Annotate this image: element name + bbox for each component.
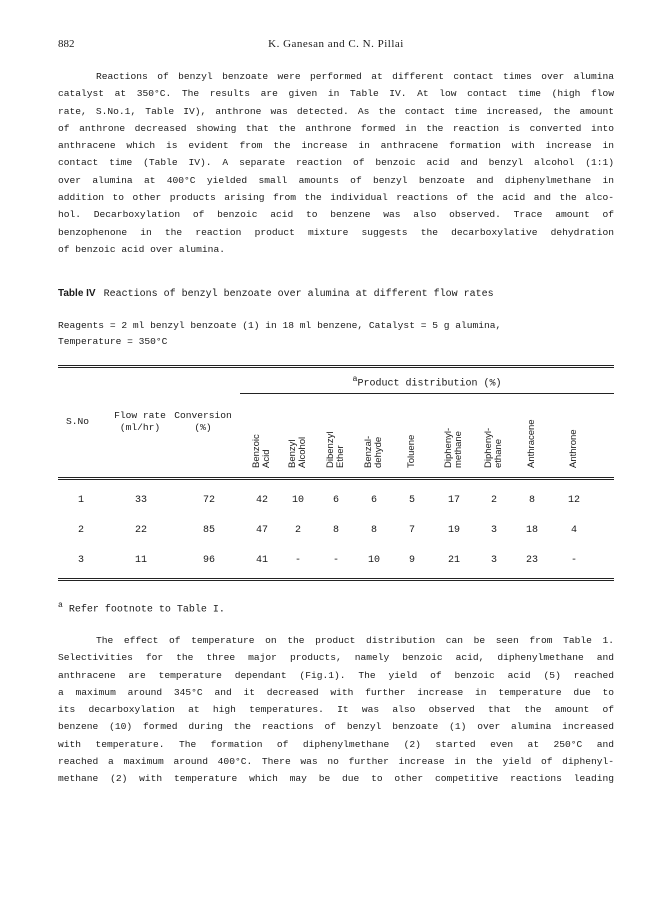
reagents-line: Reagents = 2 ml benzyl benzoate (1) in 18 ml benzene, Catalyst = 5 g alumina, [58,320,502,331]
table-cell-product: 19 [447,525,460,536]
product-column-header-line: Dibenzyl [325,431,336,468]
table-cell-sno: 3 [77,555,84,566]
table-cell-product: 8 [332,525,339,536]
text-line: benzene (10) formed during the reactions of benzyl benzoate (1) over alumina increased [58,721,614,733]
table-cell-product: 17 [447,495,460,506]
text-line: anthracene which is evident from the increase in anthracene formation with increase in [58,140,614,152]
table-cell-sno: 1 [77,495,84,506]
product-column-header-line: Anthrone [568,429,579,468]
table-footnote [58,601,225,615]
table-header-rule [58,479,614,480]
product-column-header-line: Ether [335,445,346,468]
table-cell-flow: 11 [134,555,147,566]
table-cell-conv: 85 [202,525,215,536]
product-column-header-line: Diphenyl- [483,427,494,468]
text-line: of benzoic acid over alumina. [58,243,225,255]
table-cell-product: - [294,555,301,566]
col-header-sno: S.No [66,416,90,427]
table-cell-flow: 22 [134,525,147,536]
text-line: a maximum around 345°C and it decreased with further increase in temperature due to [58,686,614,698]
col-header-flow-line: Flow rate [114,410,166,421]
table-bottom-rule [58,580,614,581]
product-column-header-line: Diphenyl- [443,427,454,468]
col-header-flow-unit: (ml/hr) [119,422,161,433]
text-line: of anthrone decreased showing that the anthrone formed in the reaction is converted into [58,122,614,134]
table-cell-product: 10 [291,495,304,506]
text-line: contact time (Table IV). A separate reaction of benzoic acid and benzyl alcohol (1:1) [58,157,614,169]
table-cell-conv: 96 [202,555,215,566]
col-header-conversion-line: Conversion [174,410,232,421]
table-bottom-rule [58,578,614,579]
table-cell-product: 2 [490,495,497,506]
text-line: over alumina at 400°C yielded small amounts of benzyl benzoate and diphenylmethane in [58,174,614,186]
text-line: its decarboxylation at high temperatures. It was also observed that the amount of [58,704,614,716]
text-line: methane (2) with temperature which may be due to other competitive reactions leading [58,773,614,785]
product-column-header-line: Acid [261,449,272,468]
page-number: 882 [58,38,75,50]
table-cell-product: - [332,555,339,566]
product-distribution-label: Product distribution (%) [357,378,502,390]
table-cell-product: 9 [408,555,415,566]
table-cell-product: 12 [567,495,580,506]
running-header-authors: K. Ganesan and C. N. Pillai [268,38,404,50]
table-header-rule [58,477,614,478]
table-top-rule [58,365,614,366]
product-column-header [484,428,504,468]
product-column-header [569,429,579,468]
text-line: anthracene are temperature dependant (Fig.1). The yield of benzoic acid (5) reached [58,669,614,681]
product-column-header-line: Toluene [406,434,417,468]
table-cell-product: 6 [370,495,377,506]
text-line: Reactions of benzyl benzoate were performed at different contact times over alumina [96,71,614,82]
product-column-header [252,434,272,468]
table-cell-product: 23 [525,555,538,566]
product-column-header [326,432,346,468]
product-column-header [527,419,537,468]
table-cell-product: 10 [367,555,380,566]
col-header-conversion-unit: (%) [194,422,212,433]
table-title: Reactions of benzyl benzoate over alumina at different flow rates [103,289,494,300]
product-distribution-header [240,374,614,389]
text-line: with temperature. The formation of diphenylmethane (2) started even at 250°C and [58,738,614,750]
col-header-conversion [170,410,236,434]
table-caption [58,288,494,300]
product-column-header-line: ethane [493,438,504,468]
table-cell-product: 3 [490,525,497,536]
text-line: catalyst at 350°C. The results are given in Table IV. At low contact time (high flow [58,88,614,100]
text-line: rate, S.No.1, Table IV), anthrone was detected. As the contact time increased, the amount [58,105,614,117]
table-top-rule [58,367,614,368]
text-line: addition to other products arising from the individual reactions of the acid and the alco- [58,192,614,204]
table-cell-product: 18 [525,525,538,536]
footnote-marker: a [58,601,63,610]
table-cell-product: 21 [447,555,460,566]
text-line: reached a maximum around 400°C. There was no further increase in the yield of diphenyl- [58,756,614,768]
product-column-header-line: dehyde [373,436,384,468]
text-line: Selectivities for the three major products, namely benzoic acid, diphenylmethane and [58,652,614,664]
product-column-header [407,435,417,468]
product-column-header-line: Benzal- [363,435,374,468]
product-column-header-line: Anthracene [526,419,537,468]
footnote-text: Refer footnote to Table I. [68,604,225,616]
table-cell-product: 3 [490,555,497,566]
table-cell-sno: 2 [77,525,84,536]
table-cell-product: 4 [570,525,577,536]
table-cell-product: 7 [408,525,415,536]
table-cell-conv: 72 [202,495,215,506]
footnote-marker: a [352,374,358,384]
product-column-header [364,436,384,468]
text-line: benzophenone in the reaction product mixture suggests the decarboxylative dehydration [58,226,614,238]
table-cell-product: 6 [332,495,339,506]
table-reagents [58,318,501,350]
product-column-header-line: Benzyl [287,439,298,468]
table-cell-product: 8 [528,495,535,506]
paragraph-temperature [58,632,614,788]
reagents-line: Temperature = 350°C [58,336,168,347]
product-column-header-line: methane [453,431,464,468]
table-cell-product: 8 [370,525,377,536]
product-header-rule [240,393,614,394]
table-cell-flow: 33 [134,495,147,506]
table-label: Table IV [58,288,96,299]
col-header-flow [110,410,170,434]
text-line: hol. Decarboxylation of benzoic acid to benzene was also observed. Trace amount of [58,209,614,221]
product-column-header-line: Alcohol [297,436,308,468]
product-column-header [288,437,308,468]
product-column-header-line: Benzoic [251,434,262,468]
paragraph-contact-time [58,68,614,258]
product-column-header [444,428,464,468]
text-line: The effect of temperature on the product distribution can be seen from Table 1. [96,635,614,646]
table-cell-product: - [570,555,577,566]
table-cell-product: 2 [294,525,301,536]
table-cell-product: 41 [255,555,268,566]
table-cell-product: 5 [408,495,415,506]
table-cell-product: 42 [255,495,268,506]
table-cell-product: 47 [255,525,268,536]
